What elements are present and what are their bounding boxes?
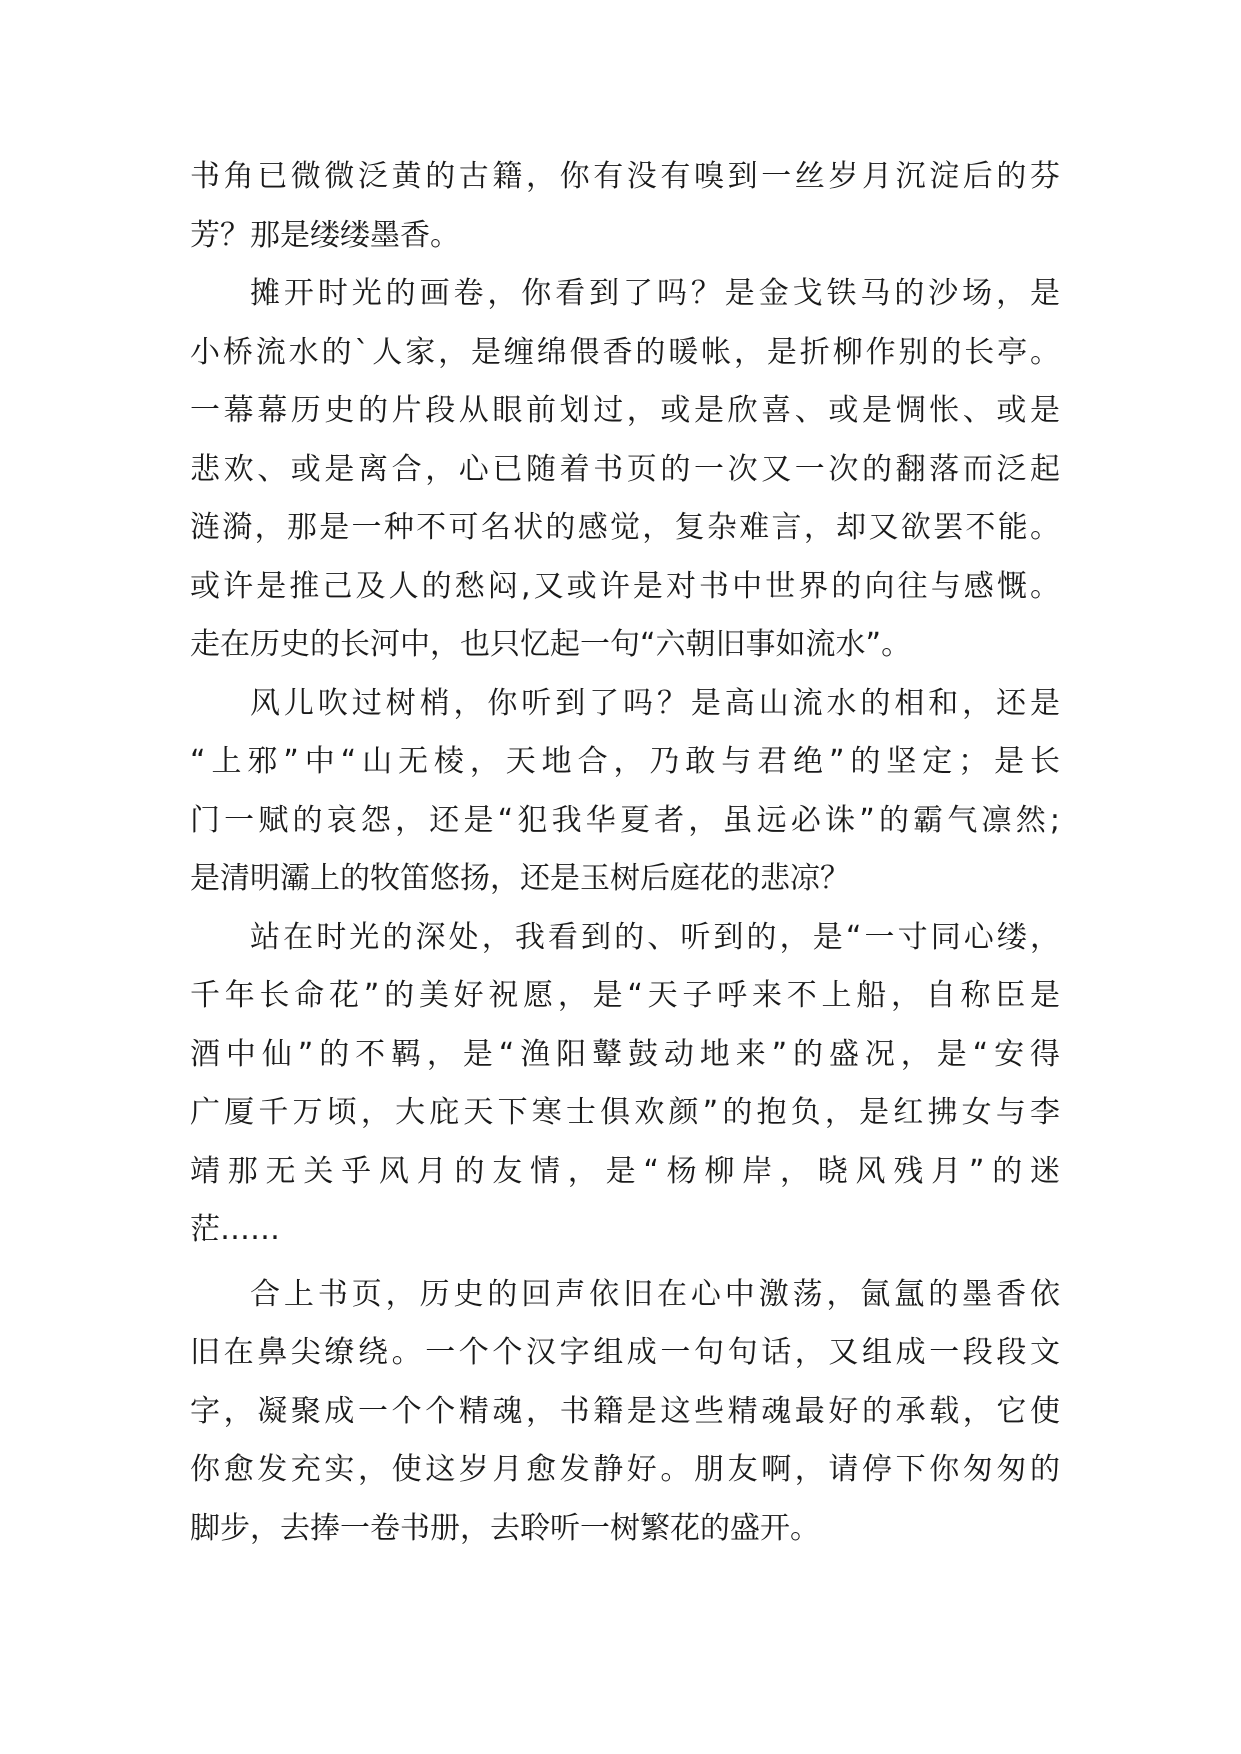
text-line: 悲欢、或是离合，心已随着书页的一次又一次的翻落而泛起	[190, 451, 1060, 487]
text-line: 一幕幕历史的片段从眼前划过，或是欣喜、或是惆怅、或是	[190, 393, 1060, 428]
text-line: 千年长命花”的美好祝愿，是“天子呼来不上船，自称臣是	[190, 978, 1060, 1013]
text-line: 风儿吹过树梢，你听到了吗？是高山流水的相和，还是	[250, 685, 1060, 721]
text-line: “上邪”中“山无棱，天地合，乃敢与君绝”的坚定；是长	[190, 744, 1060, 779]
text-line: 是清明灞上的牧笛悠扬，还是玉树后庭花的悲凉？	[190, 861, 850, 896]
text-line: 你愈发充实，使这岁月愈发静好。朋友啊，请停下你匆匆的	[190, 1452, 1060, 1487]
text-line: 摊开时光的画卷，你看到了吗？是金戈铁马的沙场，是	[250, 276, 1060, 311]
text-line: 酒中仙”的不羁，是“渔阳鼙鼓动地来”的盛况，是“安得	[190, 1036, 1060, 1072]
text-line: 脚步，去捧一卷书册，去聆听一树繁花的盛开。	[190, 1510, 820, 1546]
text-line: 茫……	[190, 1212, 280, 1247]
text-line: 广厦千万顷，大庇天下寒士俱欢颜”的抱负，是红拂女与李	[190, 1095, 1060, 1130]
text-line: 走在历史的长河中，也只忆起一句“六朝旧事如流水”。	[190, 627, 912, 662]
text-line: 小桥流水的`人家，是缠绵偎香的暖帐，是折柳作别的长亭。	[190, 334, 1060, 370]
body-text	[190, 148, 1060, 1558]
text-line: 旧在鼻尖缭绕。一个个汉字组成一句句话，又组成一段段文	[190, 1335, 1060, 1370]
text-line: 涟漪，那是一种不可名状的感觉，复杂难言，却又欲罢不能。	[190, 510, 1060, 545]
text-line: 或许是推己及人的愁闷,又或许是对书中世界的向往与感慨。	[190, 568, 1060, 604]
text-line: 字，凝聚成一个个精魂，书籍是这些精魂最好的承载，它使	[190, 1393, 1060, 1429]
text-line: 靖那无关乎风月的友情，是“杨柳岸，晓风残月”的迷	[190, 1153, 1060, 1189]
text-line: 合上书页，历史的回声依旧在心中激荡，氤氲的墨香依	[250, 1276, 1060, 1312]
text-line: 站在时光的深处，我看到的、听到的，是“一寸同心缕，	[250, 919, 1060, 955]
text-line: 芳？那是缕缕墨香。	[190, 217, 460, 253]
text-line: 门一赋的哀怨，还是“犯我华夏者，虽远必诛”的霸气凛然;	[190, 802, 1060, 838]
text-line: 书角已微微泛黄的古籍，你有没有嗅到一丝岁月沉淀后的芬	[190, 159, 1060, 194]
